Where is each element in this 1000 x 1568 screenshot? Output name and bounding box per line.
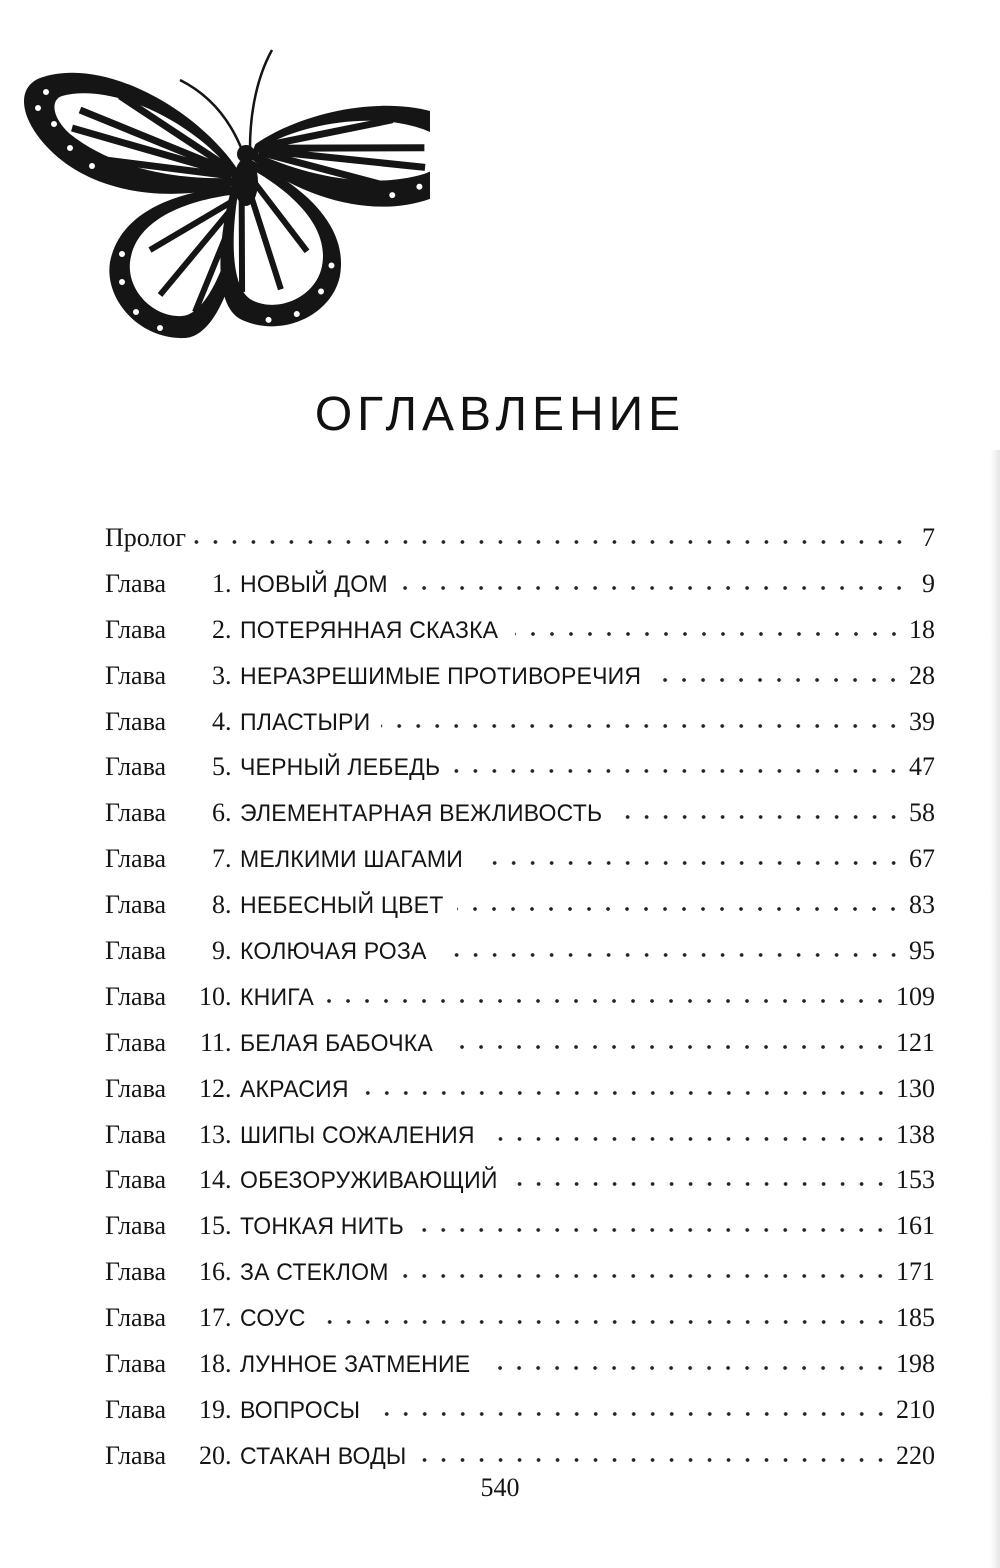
dot-leader xyxy=(440,953,903,957)
toc-row-chapter[interactable] xyxy=(105,1203,935,1249)
chapter-title: СТАКАН ВОДЫ xyxy=(239,1442,407,1470)
chapter-dot: . xyxy=(225,1119,232,1149)
toc-row-chapter[interactable] xyxy=(105,974,935,1020)
chapter-title: СОУС xyxy=(239,1305,306,1333)
chapter-title: НОВЫЙ ДОМ xyxy=(239,570,388,598)
toc-row-chapter[interactable] xyxy=(105,790,935,836)
chapter-title: ПЛАСТЫРИ xyxy=(239,708,370,736)
chapter-title: НЕБЕСНЫЙ ЦВЕТ xyxy=(239,892,443,920)
chapter-dot: . xyxy=(225,706,232,736)
toc-row-chapter[interactable] xyxy=(105,699,935,745)
toc-row-chapter[interactable] xyxy=(105,561,935,607)
dot-leader xyxy=(400,1274,890,1278)
chapter-number: 13 xyxy=(199,1119,225,1149)
chapter-dot: . xyxy=(225,1394,232,1424)
chapter-dot: . xyxy=(225,1440,232,1470)
chapter-title: ШИПЫ СОЖАЛЕНИЯ xyxy=(239,1121,475,1149)
chapter-page: 95 xyxy=(909,936,935,966)
chapter-dot: . xyxy=(225,844,232,874)
chapter-label: Глава xyxy=(105,752,167,782)
chapter-label: Глава xyxy=(105,614,167,644)
chapter-dot: . xyxy=(225,1257,232,1287)
toc-row-chapter[interactable] xyxy=(105,607,935,653)
chapter-page: 18 xyxy=(909,614,935,644)
chapter-page: 138 xyxy=(896,1119,935,1149)
toc-row-chapter[interactable] xyxy=(105,1066,935,1112)
butterfly-icon xyxy=(10,0,430,350)
chapter-title: ПОТЕРЯННАЯ СКАЗКА xyxy=(239,616,498,644)
dot-leader xyxy=(446,1045,890,1049)
chapter-number: 10 xyxy=(199,981,225,1011)
dot-leader xyxy=(314,1320,890,1324)
toc-row-title: Пролог xyxy=(105,523,187,552)
dot-leader xyxy=(371,1412,890,1416)
chapter-label: Глава xyxy=(105,1349,167,1379)
chapter-number: 12 xyxy=(199,1073,225,1103)
dot-leader xyxy=(419,1458,890,1462)
toc-row-chapter[interactable] xyxy=(105,1249,935,1295)
chapter-number: 16 xyxy=(199,1257,225,1287)
chapter-dot: . xyxy=(225,1027,232,1057)
chapter-title: ВОПРОСЫ xyxy=(239,1396,360,1424)
dot-leader xyxy=(322,999,890,1003)
chapter-page: 210 xyxy=(896,1394,935,1424)
dot-leader xyxy=(399,586,909,590)
dot-leader xyxy=(623,815,903,819)
chapter-dot: . xyxy=(225,614,232,644)
chapter-number: 11 xyxy=(199,1027,225,1057)
toc-row-chapter[interactable] xyxy=(105,744,935,790)
toc-row-page: 7 xyxy=(922,523,935,552)
chapter-title: ЭЛЕМЕНТАРНАЯ ВЕЖЛИВОСТЬ xyxy=(239,800,602,828)
chapter-number: 18 xyxy=(199,1349,225,1379)
chapter-page: 109 xyxy=(896,981,935,1011)
chapter-number: 1 xyxy=(212,568,225,598)
chapter-label: Глава xyxy=(105,1073,167,1103)
toc-row-prologue[interactable] xyxy=(105,515,935,561)
chapter-label: Глава xyxy=(105,890,167,920)
dot-leader xyxy=(663,678,903,682)
toc-row-chapter[interactable] xyxy=(105,928,935,974)
toc-row-chapter[interactable] xyxy=(105,1112,935,1158)
chapter-page: 198 xyxy=(896,1349,935,1379)
chapter-label: Глава xyxy=(105,981,167,1011)
dot-leader xyxy=(515,632,903,636)
chapter-page: 130 xyxy=(896,1073,935,1103)
dot-leader xyxy=(381,724,903,728)
toc-row-chapter[interactable] xyxy=(105,1295,935,1341)
chapter-title: ЛУННОЕ ЗАТМЕНИЕ xyxy=(239,1351,470,1379)
chapter-dot: . xyxy=(225,1073,232,1103)
chapter-title: КОЛЮЧАЯ РОЗА xyxy=(239,938,427,966)
chapter-title: ОБЕЗОРУЖИВАЮЩИЙ xyxy=(239,1167,498,1195)
chapter-page: 83 xyxy=(909,890,935,920)
dot-leader xyxy=(485,1366,890,1370)
chapter-label: Глава xyxy=(105,936,167,966)
chapter-page: 220 xyxy=(896,1440,935,1470)
toc-row-chapter[interactable] xyxy=(105,1020,935,1066)
chapter-label: Глава xyxy=(105,1119,167,1149)
chapter-label: Глава xyxy=(105,568,167,598)
toc-row-chapter[interactable] xyxy=(105,1387,935,1433)
chapter-title: МЕЛКИМИ ШАГАМИ xyxy=(239,846,463,874)
dot-leader xyxy=(416,1228,890,1232)
chapter-label: Глава xyxy=(105,1394,167,1424)
dot-leader xyxy=(359,1091,890,1095)
chapter-label: Глава xyxy=(105,1257,167,1287)
toc-row-chapter[interactable] xyxy=(105,1341,935,1387)
chapter-title: ЧЕРНЫЙ ЛЕБЕДЬ xyxy=(239,754,440,782)
chapter-page: 121 xyxy=(896,1027,935,1057)
chapter-number: 5 xyxy=(212,752,225,782)
toc-row-chapter[interactable] xyxy=(105,653,935,699)
chapter-label: Глава xyxy=(105,660,167,690)
chapter-page: 47 xyxy=(909,752,935,782)
chapter-label: Глава xyxy=(105,844,167,874)
chapter-label: Глава xyxy=(105,1440,167,1470)
chapter-dot: . xyxy=(225,660,232,690)
chapter-number: 4 xyxy=(212,706,225,736)
chapter-dot: . xyxy=(225,798,232,828)
chapter-title: ЗА СТЕКЛОМ xyxy=(239,1259,389,1287)
toc-list xyxy=(105,515,935,1479)
chapter-page: 39 xyxy=(909,706,935,736)
chapter-number: 7 xyxy=(212,844,225,874)
page-edge-shadow xyxy=(990,450,1000,1568)
dot-leader xyxy=(478,861,903,865)
chapter-page: 58 xyxy=(909,798,935,828)
chapter-dot: . xyxy=(225,981,232,1011)
chapter-label: Глава xyxy=(105,798,167,828)
chapter-title: АКРАСИЯ xyxy=(239,1075,349,1103)
chapter-title: НЕРАЗРЕШИМЫЕ ПРОТИВОРЕЧИЯ xyxy=(239,662,641,690)
chapter-page: 171 xyxy=(896,1257,935,1287)
chapter-number: 9 xyxy=(212,936,225,966)
chapter-number: 6 xyxy=(212,798,225,828)
dot-leader xyxy=(514,1182,890,1186)
chapter-dot: . xyxy=(225,1349,232,1379)
chapter-dot: . xyxy=(225,1303,232,1333)
chapter-number: 19 xyxy=(199,1394,225,1424)
chapter-title: КНИГА xyxy=(239,983,314,1011)
chapter-page: 185 xyxy=(896,1303,935,1333)
dot-leader xyxy=(457,907,903,911)
chapter-number: 20 xyxy=(199,1440,225,1470)
chapter-number: 15 xyxy=(199,1211,225,1241)
toc-title: ОГЛАВЛЕНИЕ xyxy=(314,388,686,442)
dot-leader xyxy=(192,540,909,544)
chapter-page: 161 xyxy=(896,1211,935,1241)
chapter-page: 28 xyxy=(909,660,935,690)
chapter-label: Глава xyxy=(105,1165,167,1195)
chapter-page: 9 xyxy=(922,568,935,598)
chapter-title: БЕЛАЯ БАБОЧКА xyxy=(239,1029,433,1057)
chapter-page: 67 xyxy=(909,844,935,874)
chapter-number: 8 xyxy=(212,890,225,920)
chapter-title: ТОНКАЯ НИТЬ xyxy=(239,1213,404,1241)
chapter-dot: . xyxy=(225,1165,232,1195)
chapter-number: 14 xyxy=(199,1165,225,1195)
chapter-dot: . xyxy=(225,936,232,966)
toc-row-chapter[interactable] xyxy=(105,882,935,928)
chapter-label: Глава xyxy=(105,1211,167,1241)
chapter-label: Глава xyxy=(105,1027,167,1057)
chapter-dot: . xyxy=(225,568,232,598)
chapter-number: 2 xyxy=(212,614,225,644)
chapter-page: 153 xyxy=(896,1165,935,1195)
page-number: 540 xyxy=(480,1473,520,1502)
dot-leader xyxy=(454,769,903,773)
chapter-dot: . xyxy=(225,752,232,782)
chapter-label: Глава xyxy=(105,1303,167,1333)
chapter-number: 17 xyxy=(199,1303,225,1333)
chapter-number: 3 xyxy=(212,660,225,690)
chapter-label: Глава xyxy=(105,706,167,736)
chapter-dot: . xyxy=(225,890,232,920)
toc-row-chapter[interactable] xyxy=(105,1433,935,1479)
chapter-dot: . xyxy=(225,1211,232,1241)
dot-leader xyxy=(490,1137,890,1141)
toc-row-chapter[interactable] xyxy=(105,836,935,882)
toc-row-chapter[interactable] xyxy=(105,1157,935,1203)
